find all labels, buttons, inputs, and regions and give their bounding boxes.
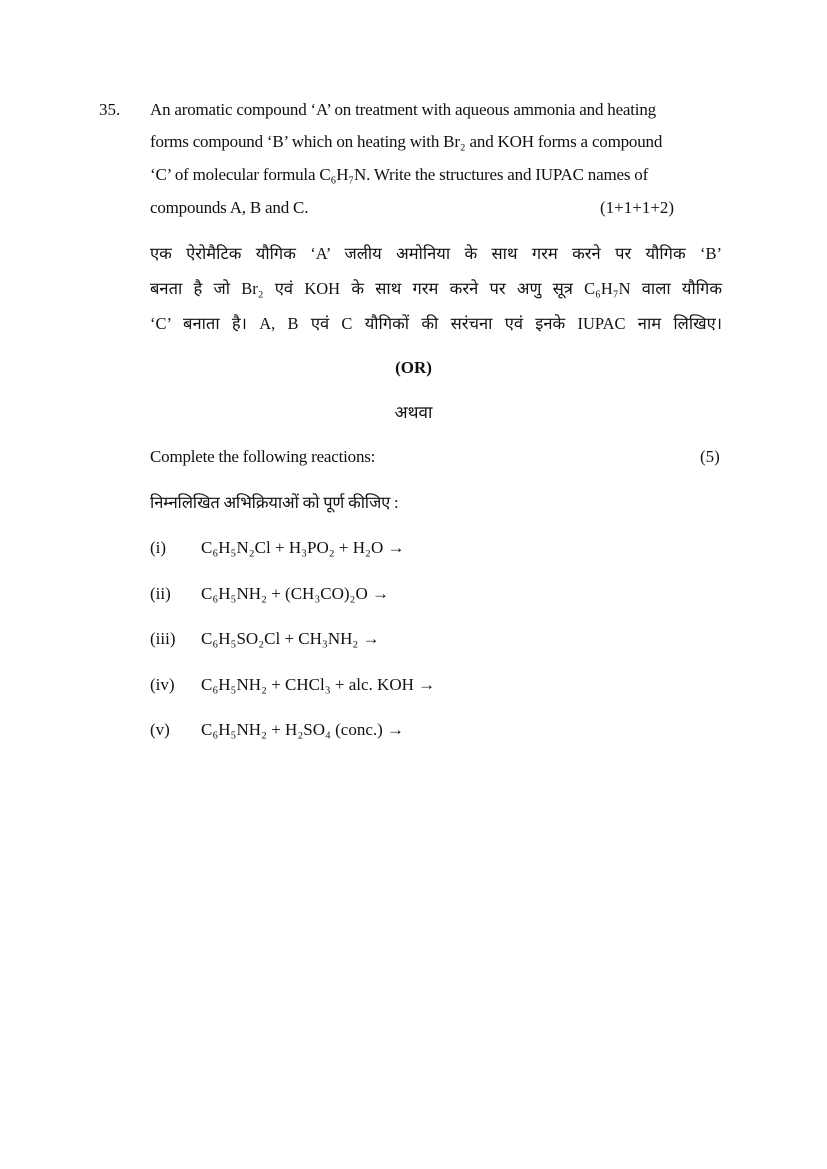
or-label: (OR) xyxy=(395,358,432,377)
question-number: 35. xyxy=(99,100,121,119)
reaction-label-5: (v) xyxy=(150,720,170,739)
alternative-instruction-hindi: निम्नलिखित अभिक्रियाओं को पूर्ण कीजिए : xyxy=(150,493,399,512)
reaction-label-2: (ii) xyxy=(150,584,171,603)
reaction-equation-1: C₆H₅N₂Cl + H₃PO₂ + H₂O → xyxy=(201,538,405,557)
hindi-text-line-1: एक ऐरोमैटिक यौगिक ‘A’ जलीय अमोनिया के साथ गरम करने पर यौगिक ‘B’ xyxy=(150,244,722,263)
alternative-instruction: Complete the following reactions: xyxy=(150,447,376,466)
reaction-label-1: (i) xyxy=(150,538,167,557)
or-hindi-label: अथवा xyxy=(394,403,433,422)
hindi-text-line-3: ‘C’ बनाता है। A, B एवं C यौगिकों की सरंचना एवं इनके IUPAC नाम लिखिए। xyxy=(150,314,722,333)
reaction-label-3: (iii) xyxy=(150,629,176,648)
alternative-marks: (5) xyxy=(700,447,720,466)
hindi-text-line-2: बनता है जो Br₂ एवं KOH के साथ गरम करने पर अणु सूत्र C₆H₇N वाला यौगिक xyxy=(150,279,722,298)
question-text-line-4: compounds A, B and C. xyxy=(150,198,309,217)
question-text-line-1: An aromatic compound ‘A’ on treatment with aqueous ammonia and heating xyxy=(150,100,656,119)
question-text-line-3: ‘C’ of molecular formula C₆H₇N. Write the structures and IUPAC names of xyxy=(150,165,649,184)
reaction-equation-2: C₆H₅NH₂ + (CH₃CO)₂O → xyxy=(201,584,389,603)
reaction-label-4: (iv) xyxy=(150,675,175,694)
reaction-equation-3: C₆H₅SO₂Cl + CH₃NH₂ → xyxy=(201,629,380,648)
reaction-equation-4: C₆H₅NH₂ + CHCl₃ + alc. KOH → xyxy=(201,675,436,694)
question-marks: (1+1+1+2) xyxy=(600,198,675,217)
question-text-line-2: forms compound ‘B’ which on heating with Br₂ and KOH forms a compound xyxy=(150,132,663,151)
reaction-equation-5: C₆H₅NH₂ + H₂SO₄ (conc.) → xyxy=(201,720,405,739)
